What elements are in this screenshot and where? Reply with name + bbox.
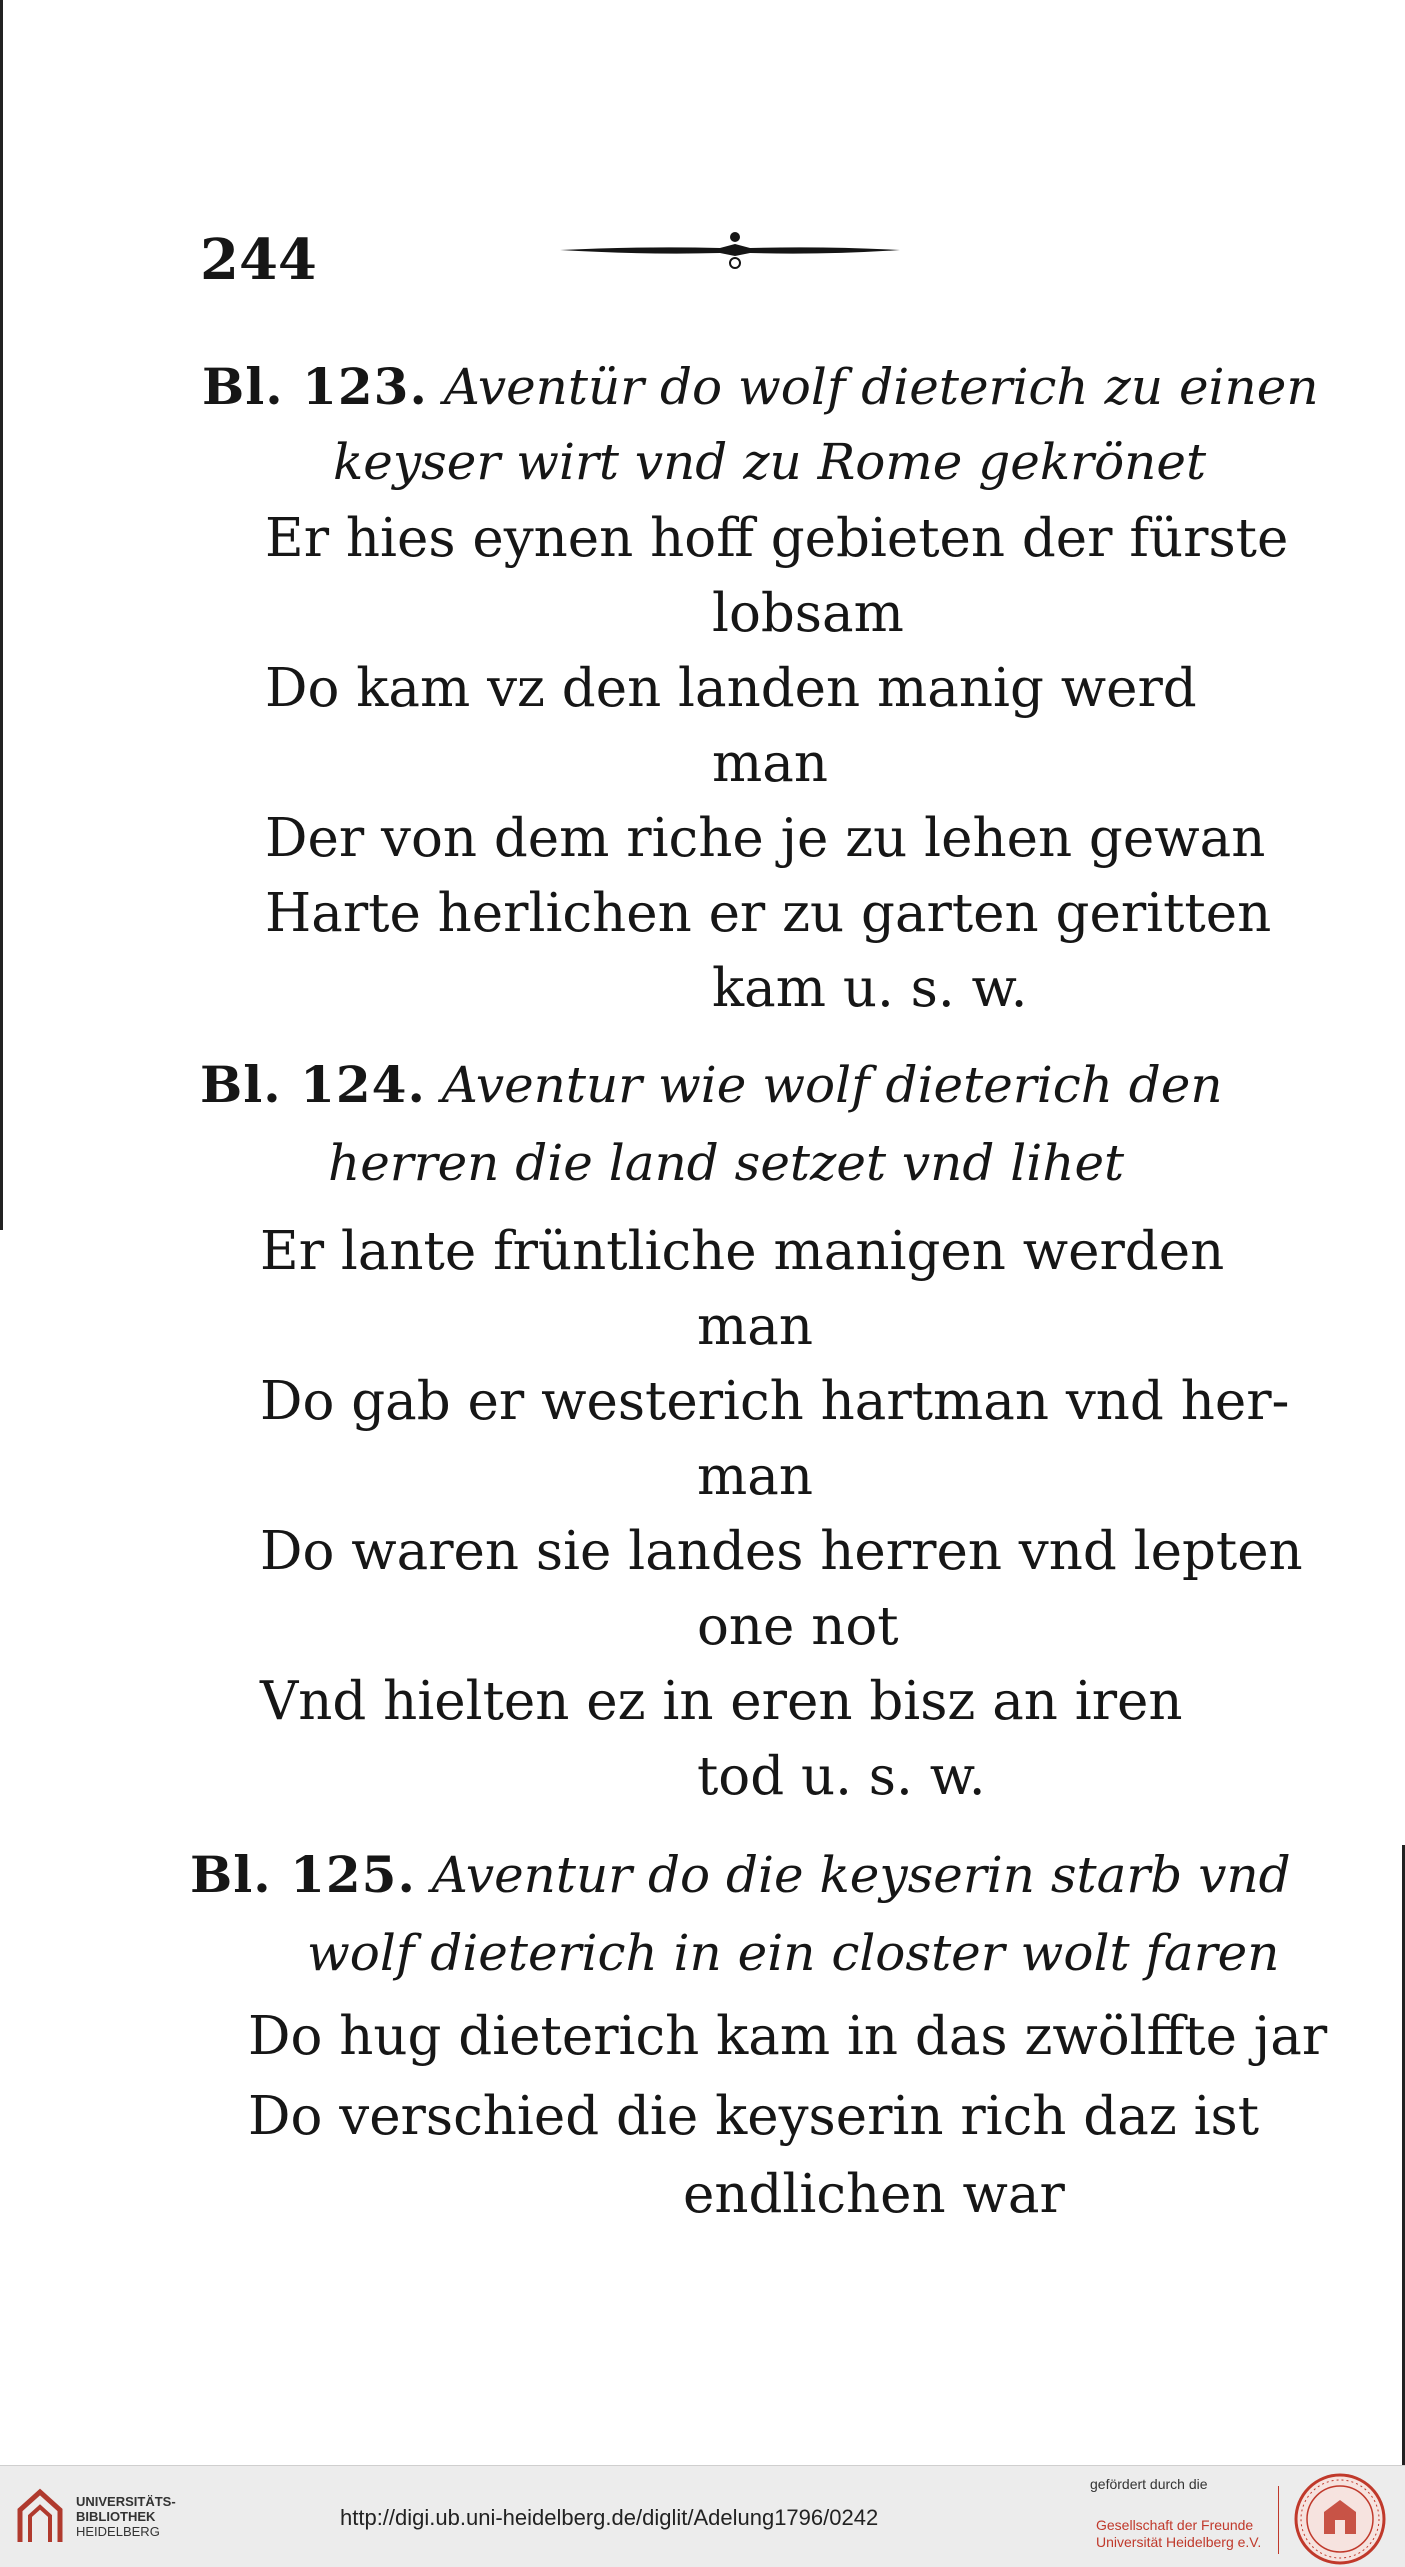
verse-line: man xyxy=(697,1446,813,1507)
section-heading xyxy=(202,357,1319,416)
verse-line: Er lante früntliche manigen werden xyxy=(260,1221,1225,1282)
verse-line: tod u. s. w. xyxy=(697,1746,986,1807)
heading-text: Aventür do wolf dieterich zu einen xyxy=(443,358,1319,416)
leaf-label: Bl. 125. xyxy=(190,1845,416,1904)
viewer-footer xyxy=(0,2465,1405,2567)
heading-continuation: herren die land setzet vnd lihet xyxy=(328,1134,1125,1192)
verse-line: lobsam xyxy=(712,583,904,644)
verse-line: Er hies eynen hoff gebieten der fürste xyxy=(265,508,1289,569)
leaf-label: Bl. 123. xyxy=(202,357,428,416)
sponsor-name-line: Universität Heidelberg e.V. xyxy=(1096,2534,1262,2550)
verse-line: man xyxy=(697,1296,813,1357)
heading-text: Aventur wie wolf dieterich den xyxy=(441,1056,1223,1114)
verse-line: Vnd hielten ez in eren bisz an iren xyxy=(260,1671,1183,1732)
verse-line: Do waren sie landes herren vnd lepten xyxy=(260,1521,1303,1582)
permalink-url[interactable]: http://digi.ub.uni-heidelberg.de/diglit/Adelung1796/0242 xyxy=(340,2505,879,2530)
sponsor-caption: gefördert durch die xyxy=(1090,2476,1208,2492)
heading-continuation: wolf dieterich in ein closter wolt faren xyxy=(307,1924,1280,1982)
sponsor-name xyxy=(1096,2517,1261,2551)
library-logo-icon xyxy=(14,2486,66,2546)
verse-line: Der von dem riche je zu lehen gewan xyxy=(265,808,1266,869)
university-seal-icon xyxy=(1293,2472,1387,2566)
verse-line: kam u. s. w. xyxy=(712,958,1028,1019)
library-name-line: BIBLIOTHEK xyxy=(76,2509,156,2524)
verse-line: Do kam vz den landen manig werd xyxy=(265,658,1197,719)
library-name-line: UNIVERSITÄTS- xyxy=(76,2494,176,2509)
heading-continuation: keyser wirt vnd zu Rome gekrönet xyxy=(333,433,1207,491)
sponsor-name-line: Gesellschaft der Freunde xyxy=(1096,2517,1254,2533)
section-heading xyxy=(190,1845,1291,1904)
page-number: 244 xyxy=(200,227,317,293)
section-heading xyxy=(200,1055,1223,1114)
sponsor-divider xyxy=(1278,2486,1279,2554)
library-name-line: HEIDELBERG xyxy=(76,2524,160,2539)
verse-line: one not xyxy=(697,1596,899,1657)
verse-line: man xyxy=(712,733,828,794)
leaf-label: Bl. 124. xyxy=(200,1055,426,1114)
library-name xyxy=(76,2494,176,2539)
verse-line: Do gab er westerich hartman vnd her- xyxy=(260,1371,1290,1432)
heading-text: Aventur do die keyserin starb vnd xyxy=(431,1846,1291,1904)
ornament-rule-icon xyxy=(555,228,905,272)
verse-line: Do hug dieterich kam in das zwölffte jar xyxy=(248,2006,1328,2067)
verse-line: Do verschied die keyserin rich daz ist xyxy=(248,2086,1260,2147)
verse-line: Harte herlichen er zu garten geritten xyxy=(265,883,1272,944)
verse-line: endlichen war xyxy=(683,2164,1065,2225)
